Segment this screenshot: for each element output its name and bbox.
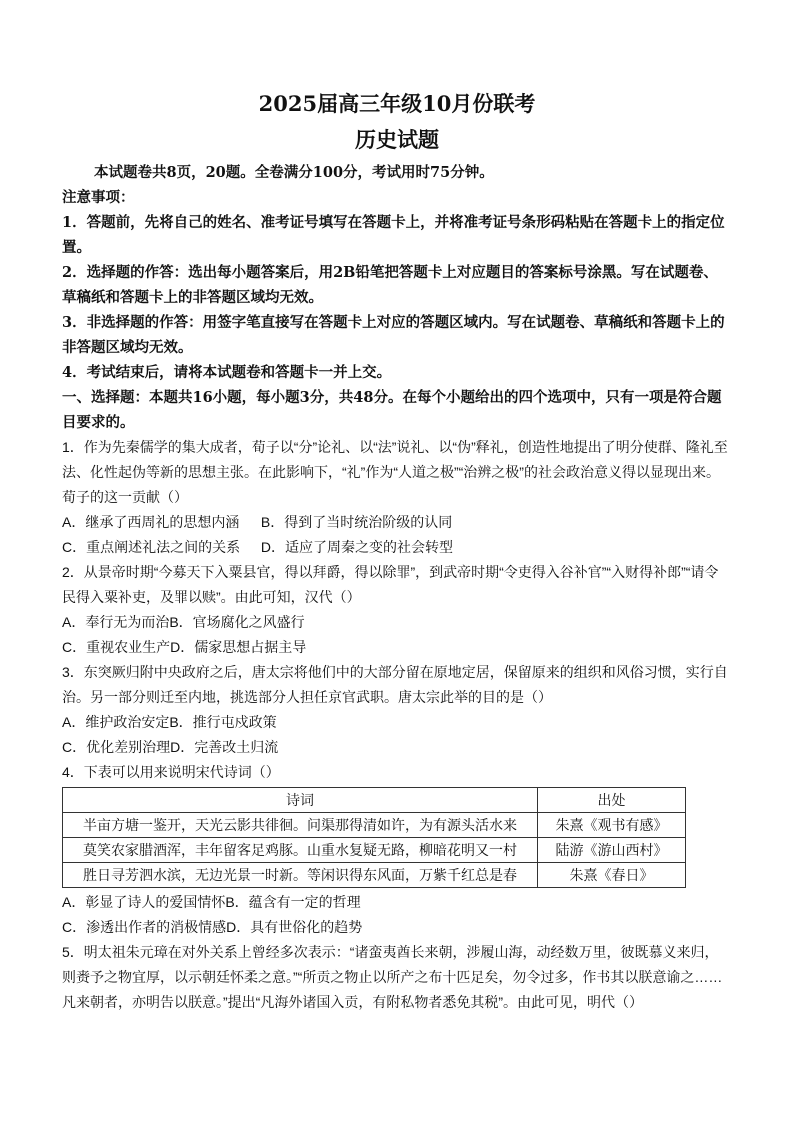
question-1-options-row-1	[62, 510, 732, 535]
table-cell-poem: 莫笑农家腊酒浑，丰年留客足鸡豚。山重水复疑无路，柳暗花明又一村	[63, 838, 538, 863]
question-4-option-d: D．具有世俗化的趋势	[226, 919, 363, 935]
exam-intro: 本试题卷共8页，20题。全卷满分100分，考试用时75分钟。	[94, 164, 494, 181]
question-2-stem: 2．从景帝时期“今募天下入粟县官，得以拜爵，得以除罪”，到武帝时期“令吏得入谷补官”“入财得补郎”“请令民得入粟补吏，及罪以赎”。由此可知，汉代（）	[62, 564, 719, 605]
question-1-options-row-2	[62, 535, 732, 560]
notes-title: 注意事项：	[62, 189, 135, 206]
table-cell-source: 朱熹《春日》	[538, 863, 686, 888]
question-3-option-d: D．完善改土归流	[170, 739, 279, 755]
table-cell-source: 朱熹《观书有感》	[538, 813, 686, 838]
question-3-options-row-2	[62, 735, 732, 760]
table-row	[63, 863, 686, 888]
note-item: 1．答题前，先将自己的姓名、准考证号填写在答题卡上，并将准考证号条形码粘贴在答题卡上的指定位置。	[62, 214, 725, 256]
question-3-options-row-1	[62, 710, 732, 735]
note-item: 3．非选择题的作答：用签字笔直接写在答题卡上对应的答题区域内。写在试题卷、草稿纸和答题卡上的非答题区域均无效。	[62, 314, 725, 356]
table-header-poem: 诗词	[63, 788, 538, 813]
question-2-option-a: A．奉行无为而治	[62, 614, 170, 630]
note-item: 4．考试结束后，请将本试题卷和答题卡一并上交。	[62, 364, 392, 381]
exam-title: 2025届高三年级10月份联考	[258, 91, 536, 116]
table-cell-poem: 胜日寻芳泗水滨，无边光景一时新。等闲识得东风面，万紫千红总是春	[63, 863, 538, 888]
question-2-options-row-1	[62, 610, 732, 635]
question-2-options-row-2	[62, 635, 732, 660]
table-header-row	[63, 788, 686, 813]
question-4-stem: 4．下表可以用来说明宋代诗词（）	[62, 764, 280, 780]
question-4-option-c: C．渗透出作者的消极情感	[62, 919, 227, 935]
poem-table	[62, 787, 686, 888]
question-4-option-b: B．蕴含有一定的哲理	[225, 894, 361, 910]
question-4-option-a: A．彰显了诗人的爱国情怀	[62, 894, 226, 910]
question-2-option-d: D．儒家思想占据主导	[170, 639, 307, 655]
exam-subtitle: 历史试题	[355, 127, 439, 152]
question-3-option-b: B．推行屯戍政策	[169, 714, 277, 730]
question-1-stem: 1．作为先秦儒学的集大成者，荀子以“分”论礼、以“法”说礼、以“伪”释礼，创造性地提出了明分使群、隆礼至法、化性起伪等新的思想主张。在此影响下，“礼”作为“人道之极”“治辨之极”的社会政治意义得以显现出来。荀子的这一贡献（）	[62, 439, 728, 505]
section-heading: 一、选择题：本题共16小题，每小题3分，共48分。在每个小题给出的四个选项中，只有一项是符合题目要求的。	[62, 389, 722, 431]
question-2-option-b: B．官场腐化之风盛行	[169, 614, 305, 630]
question-4-options-row-1	[62, 890, 732, 915]
question-3-option-a: A．维护政治安定	[62, 714, 170, 730]
question-5-stem: 5．明太祖朱元璋在对外关系上曾经多次表示：“诸蛮夷酋长来朝，涉履山海，动经数万里，彼既慕义来归，则赉予之物宜厚，以示朝廷怀柔之意。”“所贡之物止以所产之布十匹足矣，勿令过多，作书其以朕意谕之……凡来朝者，亦明告以朕意。”提出“凡海外诸国入贡，有附私物者悉免其税”。由此可见，明代（）	[62, 944, 723, 1010]
note-item: 2．选择题的作答：选出每小题答案后，用2B铅笔把答题卡上对应题目的答案标号涂黑。写在试题卷、草稿纸和答题卡上的非答题区域均无效。	[62, 264, 718, 306]
question-3-stem: 3．东突厥归附中央政府之后，唐太宗将他们中的大部分留在原地定居，保留原来的组织和风俗习惯，实行自治。另一部分则迁至内地，挑选部分人担任京官武职。唐太宗此举的目的是（）	[62, 664, 728, 705]
question-1-option-c: C．重点阐述礼法之间的关系	[62, 539, 241, 555]
question-1-option-b: B．得到了当时统治阶级的认同	[260, 514, 453, 530]
question-2-option-c: C．重视农业生产	[62, 639, 171, 655]
question-3-option-c: C．优化差别治理	[62, 739, 171, 755]
table-row	[63, 813, 686, 838]
table-cell-poem: 半亩方塘一鉴开，天光云影共徘徊。问渠那得清如许，为有源头活水来	[63, 813, 538, 838]
question-1-option-a: A．继承了西周礼的思想内涵	[62, 514, 240, 530]
table-header-source: 出处	[538, 788, 686, 813]
question-1-option-d: D．适应了周秦之变的社会转型	[260, 539, 454, 555]
table-row	[63, 838, 686, 863]
question-4-options-row-2	[62, 915, 732, 940]
table-cell-source: 陆游《游山西村》	[538, 838, 686, 863]
